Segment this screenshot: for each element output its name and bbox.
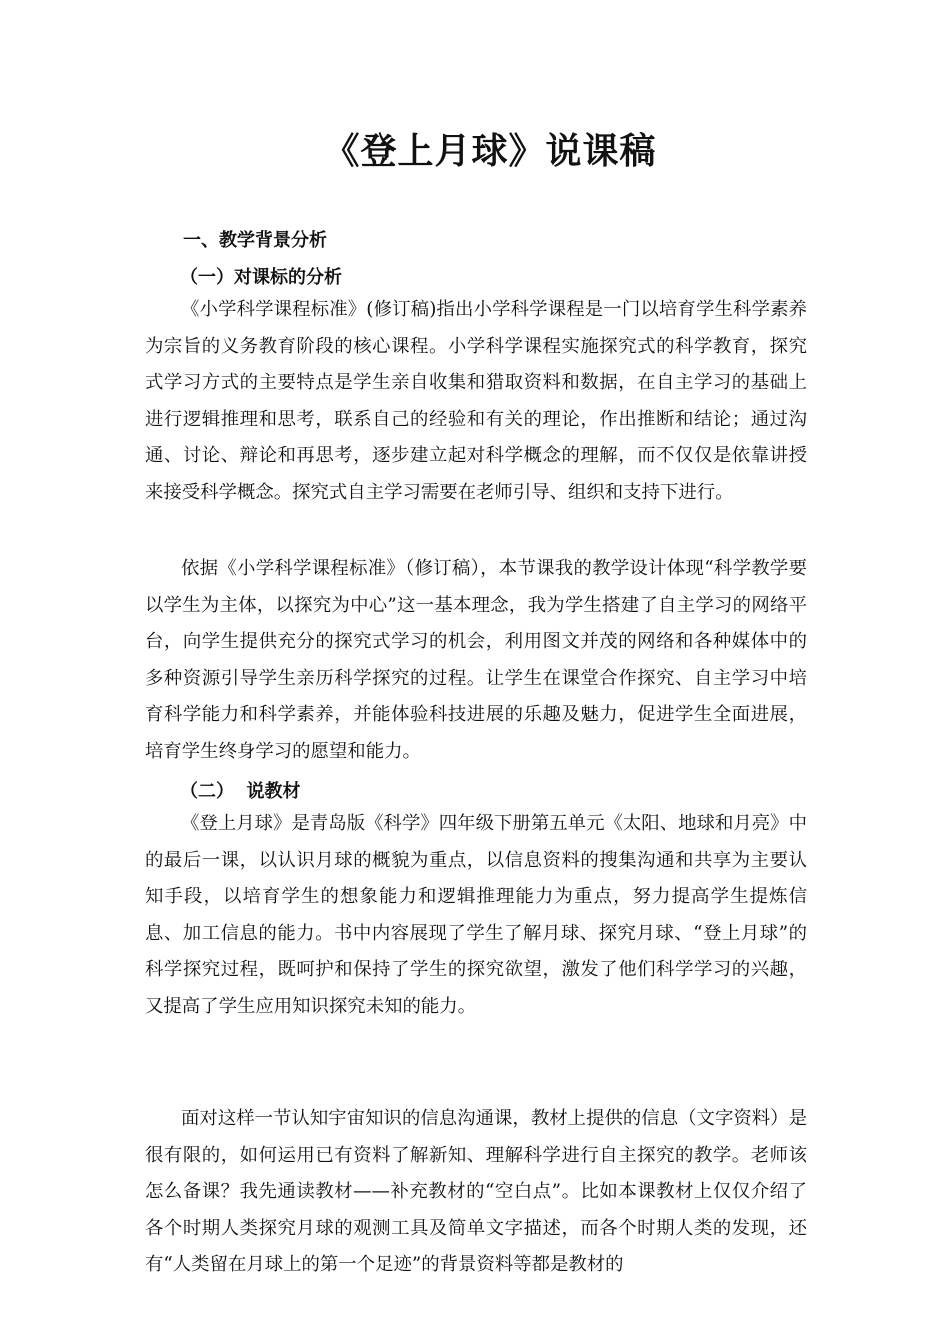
- document-title: 《登上月球》说课稿: [323, 131, 657, 172]
- subsection-heading-curriculum-analysis: （一）对课标的分析: [180, 267, 342, 288]
- paragraph-lesson-preparation: 面对这样一节认知宇宙知识的信息沟通课，教材上提供的信息（文字资料）是很有限的，如何运用已有资料了解新知、理解科学进行自主探究的教学。老师该怎么备课？我先通读教材——补充教材的“空白点”。比如本课教材上仅仅介绍了各个时期人类探究月球的观测工具及简单文字描述，而各个时期人类的发现，还有“人类留在月球上的第一个足迹”的背景资料等都是教材的: [145, 1108, 807, 1275]
- paragraph-teaching-design: 依据《小学科学课程标准》（修订稿），本节课我的教学设计体现“科学教学要以学生为主体，以探究为中心”这一基本理念，我为学生搭建了自主学习的网络平台，向学生提供充分的探究式学习的机会，利用图文并茂的网络和各种媒体中的多种资源引导学生亲历科学探究的过程。让学生在课堂合作探究、自主学习中培育科学能力和科学素养，并能体验科技进展的乐趣及魅力，促进学生全面进展，培育学生终身学习的愿望和能力。: [145, 558, 807, 762]
- subsection-heading-textbook: （二） 说教材: [180, 781, 301, 802]
- paragraph-textbook-overview: 《登上月球》是青岛版《科学》四年级下册第五单元《太阳、地球和月亮》中的最后一课，以认识月球的概貌为重点，以信息资料的搜集沟通和共享为主要认知手段，以培育学生的想象能力和逻辑推理能力为重点，努力提高学生提炼信息、加工信息的能力。书中内容展现了学生了解月球、探究月球、“登上月球”的科学探究过程，既呵护和保持了学生的探究欲望，激发了他们科学学习的兴趣，又提高了学生应用知识探究未知的能力。: [145, 813, 807, 1017]
- paragraph-curriculum-standard: 《小学科学课程标准》(修订稿)指出小学科学课程是一门以培育学生科学素养为宗旨的义务教育阶段的核心课程。小学科学课程实施探究式的科学教育，探究式学习方式的主要特点是学生亲自收集和猎取资料和数据，在自主学习的基础上进行逻辑推理和思考，联系自己的经验和有关的理论，作出推断和结论；通过沟通、讨论、辩论和再思考，逐步建立起对科学概念的理解，而不仅仅是依靠讲授来接受科学概念。探究式自主学习需要在老师引导、组织和支持下进行。: [145, 299, 807, 503]
- section-heading-teaching-background: 一、教学背景分析: [183, 230, 327, 251]
